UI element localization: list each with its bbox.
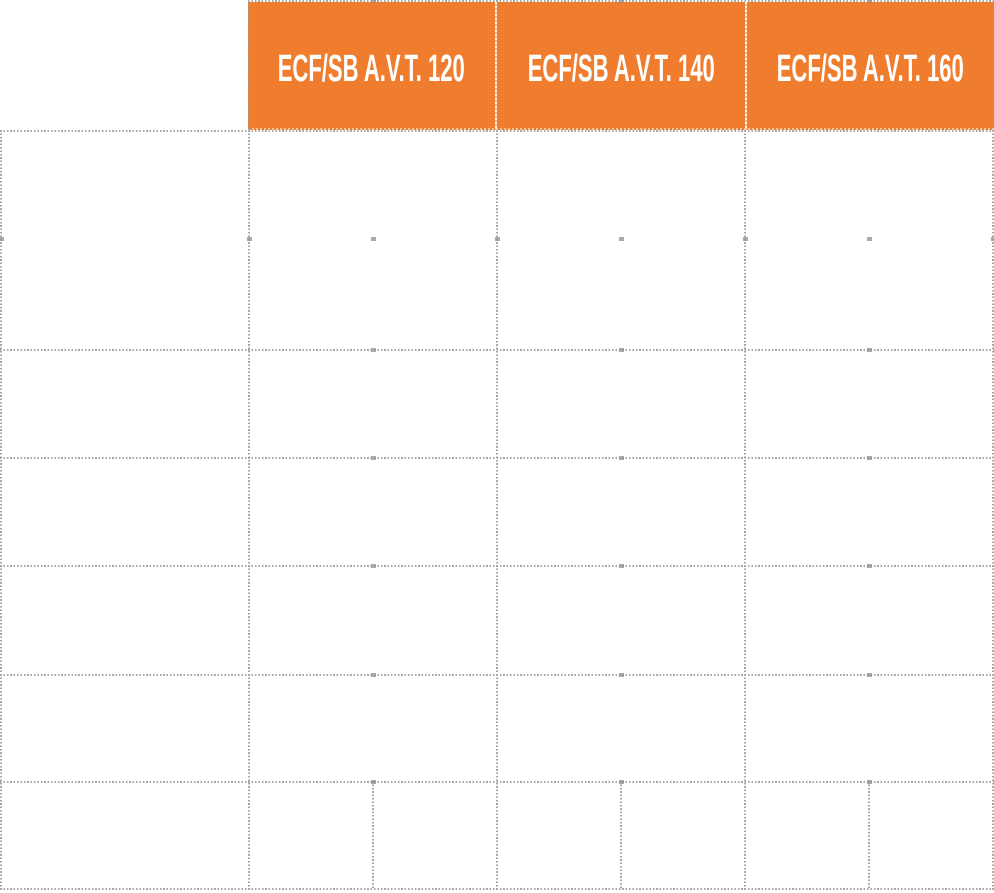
body-cell	[496, 781, 620, 888]
body-cell	[248, 349, 496, 457]
body-cell	[248, 674, 496, 781]
table-header-row	[248, 2, 994, 130]
body-cell	[496, 457, 744, 565]
row-label-cell	[0, 349, 248, 457]
body-cell	[744, 130, 992, 349]
grid-stub	[619, 0, 624, 3]
row-label-cell	[0, 565, 248, 674]
body-cell	[496, 565, 744, 674]
body-cell	[248, 565, 496, 674]
header-cell-label: ECF/SB A.V.T. 120	[278, 48, 466, 90]
body-cell	[248, 130, 496, 349]
body-cell	[620, 781, 744, 888]
header-cell-label: ECF/SB A.V.T. 160	[776, 48, 964, 90]
grid-line-vertical	[248, 2, 250, 130]
body-cell	[744, 349, 992, 457]
grid-stub	[371, 0, 376, 3]
body-cell	[372, 781, 496, 888]
header-cell-ecf-sb-avt-160	[747, 2, 994, 130]
grid-stub	[867, 0, 872, 3]
body-cell	[744, 781, 868, 888]
row-label-cell	[0, 130, 248, 349]
header-cell-ecf-sb-avt-120	[248, 2, 495, 130]
corner-cell	[0, 0, 248, 130]
row-label-cell	[0, 674, 248, 781]
body-cell	[868, 781, 992, 888]
body-cell	[744, 674, 992, 781]
row-label-cell	[0, 781, 248, 888]
body-cell	[496, 349, 744, 457]
body-cell	[744, 457, 992, 565]
row-label-cell	[0, 457, 248, 565]
body-cell	[248, 457, 496, 565]
header-cell-label: ECF/SB A.V.T. 140	[527, 48, 715, 90]
header-cell-ecf-sb-avt-140	[497, 2, 744, 130]
body-cell	[496, 130, 744, 349]
body-cell	[744, 565, 992, 674]
body-cell	[248, 781, 372, 888]
body-cell	[496, 674, 744, 781]
